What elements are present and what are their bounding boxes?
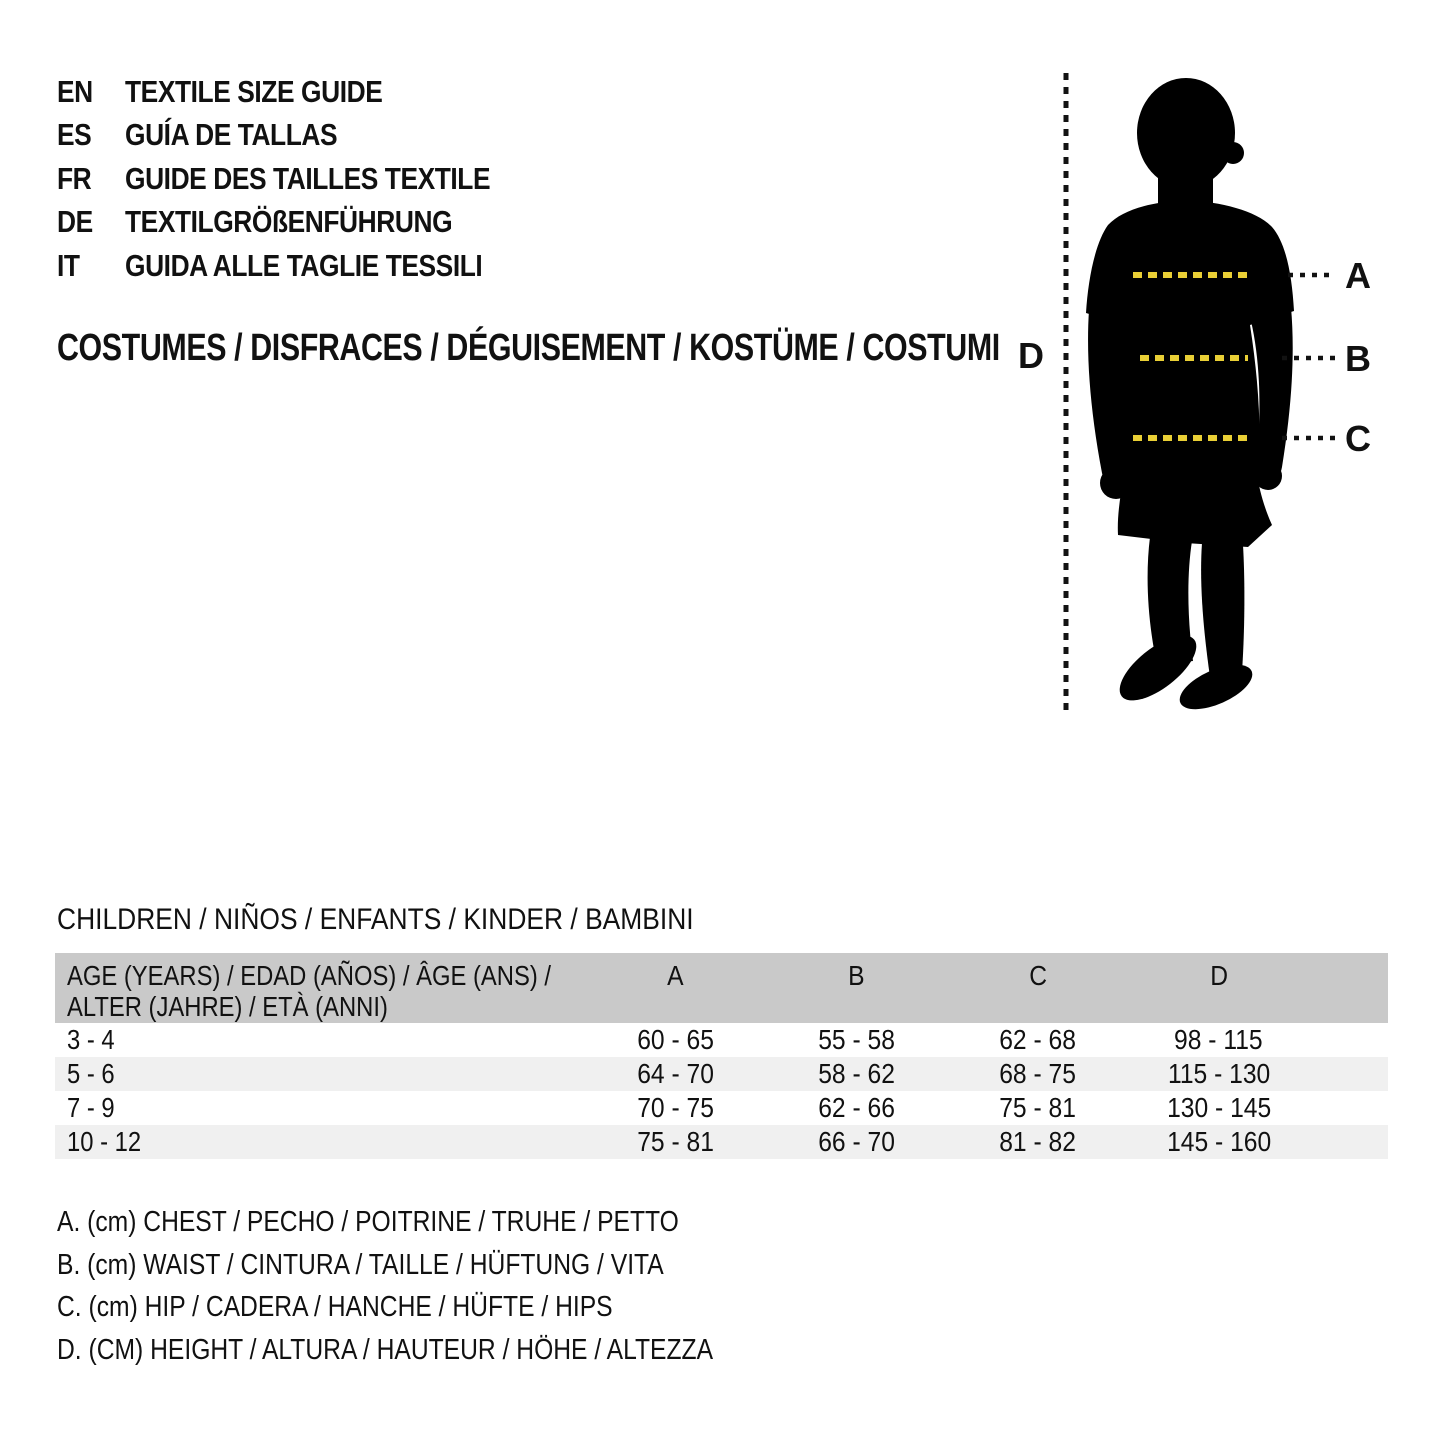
table-header-row (55, 953, 1388, 1023)
hip-range: 81 - 82 (999, 1126, 1077, 1157)
waist-range: 58 - 62 (818, 1058, 896, 1089)
silhouette-shorts (1118, 475, 1272, 547)
column-header-b: B (848, 960, 865, 991)
language-row-en (57, 70, 555, 114)
language-code-de: DE (57, 204, 93, 240)
measurement-diagram (1010, 55, 1390, 735)
guide-title-it: GUIDA ALLE TAGLIE TESSILI (125, 247, 483, 283)
hip-range: 62 - 68 (999, 1024, 1077, 1055)
table-row (55, 1023, 1388, 1057)
measurement-legend (57, 1201, 829, 1372)
hip-range: 75 - 81 (999, 1092, 1077, 1123)
chest-range: 60 - 65 (637, 1024, 714, 1055)
silhouette-right-leg (1201, 543, 1244, 677)
column-header-a: A (667, 960, 684, 991)
child-silhouette (1086, 78, 1294, 718)
legend-waist: B. (cm) WAIST / CINTURA / TAILLE / HÜFTUNG / VITA (57, 1248, 664, 1281)
language-guide-list (57, 70, 555, 288)
hip-range: 68 - 75 (999, 1058, 1077, 1089)
language-row-de (57, 201, 555, 245)
children-size-table (55, 953, 1388, 1159)
legend-hip: C. (cm) HIP / CADERA / HANCHE / HÜFTE / HIPS (57, 1291, 613, 1324)
height-range: 130 - 145 (1166, 1092, 1271, 1123)
language-row-fr (57, 157, 555, 201)
column-header-d: D (1209, 960, 1228, 991)
chest-range: 75 - 81 (637, 1126, 714, 1157)
language-code-it: IT (57, 247, 80, 283)
age-value: 10 - 12 (67, 1126, 142, 1157)
height-range: 145 - 160 (1166, 1126, 1271, 1157)
guide-title-de: TEXTILGRÖßENFÜHRUNG (125, 204, 453, 240)
language-code-en: EN (57, 73, 93, 109)
age-column-header: AGE (YEARS) / EDAD (AÑOS) / ÂGE (ANS) / ALTER (JAHRE) / ETÀ (ANNI) (67, 960, 552, 1022)
waist-range: 62 - 66 (818, 1092, 896, 1123)
child-measurement-figure (1010, 55, 1390, 735)
legend-height: D. (CM) HEIGHT / ALTURA / HAUTEUR / HÖHE / ALTEZZA (57, 1334, 714, 1367)
children-section-title: CHILDREN / NIÑOS / ENFANTS / KINDER / BAMBINI (57, 903, 694, 936)
waist-range: 55 - 58 (818, 1024, 896, 1055)
age-value: 7 - 9 (67, 1092, 115, 1123)
chest-range: 70 - 75 (637, 1092, 714, 1123)
label-height-d: D (1018, 335, 1044, 376)
waist-range: 66 - 70 (818, 1126, 896, 1157)
table-row (55, 1057, 1388, 1091)
language-row-it (57, 244, 555, 288)
height-range: 115 - 130 (1167, 1058, 1270, 1089)
silhouette-ear (1222, 142, 1244, 164)
language-row-es (57, 114, 555, 158)
guide-title-en: TEXTILE SIZE GUIDE (125, 73, 383, 109)
table-row (55, 1125, 1388, 1159)
category-title: COSTUMES / DISFRACES / DÉGUISEMENT / KOSTÜME / COSTUMI (57, 327, 1000, 369)
age-value: 3 - 4 (67, 1024, 115, 1055)
height-range: 98 - 115 (1174, 1024, 1263, 1055)
legend-chest: A. (cm) CHEST / PECHO / POITRINE / TRUHE / PETTO (57, 1205, 679, 1238)
label-hip-c: C (1345, 418, 1371, 459)
language-code-es: ES (57, 117, 92, 153)
guide-title-es: GUÍA DE TALLAS (125, 117, 338, 153)
table-row (55, 1091, 1388, 1125)
guide-title-fr: GUIDE DES TAILLES TEXTILE (125, 160, 491, 196)
label-chest-a: A (1345, 255, 1371, 296)
chest-range: 64 - 70 (637, 1058, 714, 1089)
age-value: 5 - 6 (67, 1058, 115, 1089)
column-header-c: C (1028, 960, 1047, 991)
label-waist-b: B (1345, 338, 1371, 379)
language-code-fr: FR (57, 160, 92, 196)
